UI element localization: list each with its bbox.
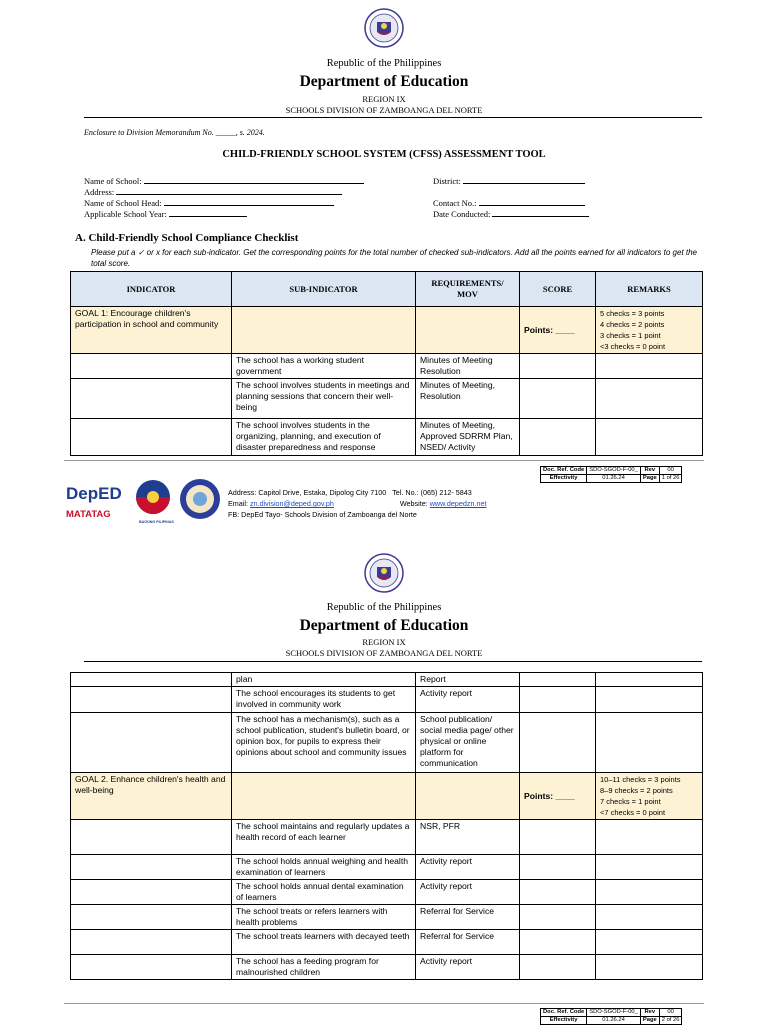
score-cell[interactable] <box>520 820 596 855</box>
score-cell[interactable] <box>520 713 596 773</box>
mov-cell: School publication/ social media page/ other physical or online platform for communication <box>416 713 520 773</box>
doc-ref-label: Doc. Ref. Code <box>541 467 587 475</box>
goal-row <box>71 773 703 820</box>
table-row <box>71 855 703 880</box>
indicator-cell <box>71 713 232 773</box>
republic-text: Republic of the Philippines <box>326 58 442 69</box>
sub-indicator-cell: The school encourages its students to get involved in community work <box>232 687 416 713</box>
doc-ref-box <box>540 466 682 483</box>
footer-rule <box>64 460 704 461</box>
indicator-cell <box>71 855 232 880</box>
table-row <box>71 687 703 713</box>
page-label: Page <box>640 1017 659 1025</box>
scale-line: 3 checks = 1 point <box>600 331 661 340</box>
address-text: Address: Capitol Drive, Estaka, Dipolog City 7100 <box>228 488 387 497</box>
goal-1-sub-empty <box>232 307 416 354</box>
rev-label: Rev <box>640 1009 659 1017</box>
mov-cell: Activity report <box>416 855 520 880</box>
department-title: Department of Education <box>299 617 469 634</box>
indicator-cell <box>71 930 232 955</box>
doc-ref-label: Doc. Ref. Code <box>541 1009 587 1017</box>
remarks-cell[interactable] <box>596 955 703 980</box>
district-field[interactable] <box>433 175 585 186</box>
table-header-row <box>71 272 703 307</box>
division-text: SCHOOLS DIVISION OF ZAMBOANGA DEL NORTE <box>285 648 483 658</box>
table-row <box>71 419 703 456</box>
page-value: 2 of 26 <box>659 1017 682 1025</box>
indicator-cell <box>71 880 232 905</box>
scale-line: 10–11 checks = 3 points <box>600 775 681 784</box>
fb-text: FB: DepEd Tayo- Schools Division of Zamboanga del Norte <box>228 510 417 519</box>
document-title: CHILD-FRIENDLY SCHOOL SYSTEM (CFSS) ASSESSMENT TOOL <box>222 149 546 160</box>
school-head-label: Name of School Head: <box>84 198 162 208</box>
deped-logo-text: DepED <box>66 484 122 503</box>
sub-indicator-cell: plan <box>232 673 416 687</box>
goal-1-points-field[interactable]: Points: ____ <box>520 307 596 354</box>
sub-indicator-cell: The school treats learners with decayed teeth <box>232 930 416 955</box>
sub-indicator-header: SUB-INDICATOR <box>232 272 416 307</box>
sub-indicator-cell: The school has a feeding program for malnourished children <box>232 955 416 980</box>
department-title: Department of Education <box>299 73 469 90</box>
footer-rule <box>64 1003 704 1004</box>
score-cell[interactable] <box>520 930 596 955</box>
checklist-table-page-2 <box>70 672 703 980</box>
section-a-title: A. Child-Friendly School Compliance Checklist <box>75 232 299 244</box>
region-text: REGION IX <box>362 94 406 104</box>
remarks-cell[interactable] <box>596 354 703 379</box>
indicator-cell <box>71 379 232 419</box>
website-link[interactable]: www.depedzn.net <box>429 499 487 508</box>
email-label: Email: <box>228 499 248 508</box>
mov-cell: Minutes of Meeting Resolution <box>416 354 520 379</box>
matatag-logo-text: MATATAG <box>66 509 111 520</box>
score-cell[interactable] <box>520 354 596 379</box>
table-row <box>71 379 703 419</box>
requirements-header: REQUIREMENTS/ MOV <box>416 272 520 307</box>
header-rule <box>84 117 702 118</box>
scale-line: 7 checks = 1 point <box>600 797 661 806</box>
date-conducted-field[interactable] <box>433 208 589 219</box>
goal-2-scale <box>596 773 703 820</box>
indicator-cell <box>71 354 232 379</box>
republic-text: Republic of the Philippines <box>326 602 442 613</box>
rev-value: 00 <box>659 467 682 475</box>
contact-label: Contact No.: <box>433 198 477 208</box>
score-cell[interactable] <box>520 905 596 930</box>
header-rule <box>84 661 702 662</box>
mov-cell: Activity report <box>416 880 520 905</box>
sub-indicator-cell: The school involves students in the organizing, planning, and execution of disaster preparedness and response <box>232 419 416 456</box>
scale-line: 5 checks = 3 points <box>600 309 665 318</box>
goal-2-points-field[interactable]: Points: ____ <box>520 773 596 820</box>
goal-1-scale <box>596 307 703 354</box>
doc-ref-box <box>540 1008 682 1025</box>
mov-cell: Referral for Service <box>416 930 520 955</box>
score-header: SCORE <box>520 272 596 307</box>
remarks-cell[interactable] <box>596 855 703 880</box>
table-row <box>71 713 703 773</box>
score-cell[interactable] <box>520 955 596 980</box>
sub-indicator-cell: The school has a working student government <box>232 354 416 379</box>
email-link[interactable]: zn.division@deped.gov.ph <box>249 499 334 508</box>
remarks-cell[interactable] <box>596 419 703 456</box>
score-cell[interactable] <box>520 419 596 456</box>
table-row <box>71 354 703 379</box>
remarks-cell[interactable] <box>596 820 703 855</box>
goal-1-mov-empty <box>416 307 520 354</box>
sub-indicator-cell: The school holds annual dental examination of learners <box>232 880 416 905</box>
goal-2-sub-empty <box>232 773 416 820</box>
rev-label: Rev <box>640 467 659 475</box>
footer-contact <box>228 487 486 520</box>
table-row <box>71 820 703 855</box>
table-row <box>71 955 703 980</box>
indicator-cell <box>71 419 232 456</box>
effectivity-label: Effectivity <box>541 1017 587 1025</box>
scale-line: <3 checks = 0 point <box>600 342 666 351</box>
scale-line: 4 checks = 2 points <box>600 320 665 329</box>
sub-indicator-cell: The school holds annual weighing and health examination of learners <box>232 855 416 880</box>
footer-logos <box>66 475 226 527</box>
school-head-field[interactable] <box>84 197 334 208</box>
division-seal-icon <box>180 479 220 519</box>
division-text: SCHOOLS DIVISION OF ZAMBOANGA DEL NORTE <box>285 105 483 115</box>
bagong-pilipinas-text: BAGONG PILIPINAS <box>139 520 174 524</box>
document-page-2 <box>0 545 768 1024</box>
deped-logo-icon <box>66 484 122 520</box>
mov-cell: Minutes of Meeting, Resolution <box>416 379 520 419</box>
indicator-cell <box>71 905 232 930</box>
indicator-header: INDICATOR <box>71 272 232 307</box>
remarks-cell[interactable] <box>596 673 703 687</box>
goal-row <box>71 307 703 354</box>
effectivity-label: Effectivity <box>541 475 587 483</box>
scale-line: <7 checks = 0 point <box>600 808 666 817</box>
sub-indicator-cell: The school maintains and regularly updates a health record of each learner <box>232 820 416 855</box>
page-label: Page <box>640 475 659 483</box>
checklist-table-page-1 <box>70 271 703 456</box>
score-cell[interactable] <box>520 855 596 880</box>
remarks-cell[interactable] <box>596 930 703 955</box>
score-cell[interactable] <box>520 379 596 419</box>
sub-indicator-cell: The school treats or refers learners with health problems <box>232 905 416 930</box>
indicator-cell <box>71 673 232 687</box>
remarks-cell[interactable] <box>596 713 703 773</box>
goal-2-mov-empty <box>416 773 520 820</box>
doc-ref-value: SDO-SGOD-F-00_ <box>587 467 641 475</box>
effectivity-value: 01.26.24 <box>587 475 641 483</box>
name-of-school-field[interactable] <box>84 175 364 186</box>
doc-ref-value: SDO-SGOD-F-00_ <box>587 1009 641 1017</box>
page-value: 1 of 26 <box>659 475 682 483</box>
indicator-cell <box>71 820 232 855</box>
indicator-cell <box>71 687 232 713</box>
deped-seal-icon <box>364 8 404 48</box>
address-field[interactable] <box>84 186 342 197</box>
goal-1-indicator: GOAL 1: Encourage children's participation in school and community <box>71 307 232 354</box>
mov-cell: NSR, PFR <box>416 820 520 855</box>
table-row <box>71 673 703 687</box>
score-cell[interactable] <box>520 687 596 713</box>
mov-cell: Minutes of Meeting, Approved SDRRM Plan, NSED/ Activity <box>416 419 520 456</box>
goal-2-indicator: GOAL 2. Enhance children's health and well-being <box>71 773 232 820</box>
indicator-cell <box>71 955 232 980</box>
remarks-cell[interactable] <box>596 880 703 905</box>
score-cell[interactable] <box>520 673 596 687</box>
sub-indicator-cell: The school involves students in meetings and planning sessions that concern their well-being <box>232 379 416 419</box>
table-row <box>71 930 703 955</box>
section-a-instructions: Please put a ✓ or x for each sub-indicator. Get the corresponding points for the total number of checked sub-indicators. Add all the points earned for all indicators to get the total score. <box>91 248 698 268</box>
remarks-cell[interactable] <box>596 379 703 419</box>
district-label: District: <box>433 176 461 186</box>
remarks-cell[interactable] <box>596 905 703 930</box>
effectivity-value: 01.26.24 <box>587 1017 641 1025</box>
remarks-header: REMARKS <box>596 272 703 307</box>
remarks-cell[interactable] <box>596 687 703 713</box>
scale-line: 8–9 checks = 2 points <box>600 786 673 795</box>
website-label: Website: <box>399 499 428 508</box>
school-year-field[interactable] <box>84 208 247 219</box>
mov-cell: Activity report <box>416 955 520 980</box>
table-row <box>71 880 703 905</box>
enclosure-note: Enclosure to Division Memorandum No. _____, s. 2024. <box>84 128 265 137</box>
address-label: Address: <box>84 187 115 197</box>
contact-field[interactable] <box>433 197 585 208</box>
bagong-pilipinas-logo-icon <box>136 480 174 524</box>
score-cell[interactable] <box>520 880 596 905</box>
mov-cell: Referral for Service <box>416 905 520 930</box>
name-of-school-label: Name of School: <box>84 176 142 186</box>
tel-text: Tel. No.: (065) 212- 5843 <box>392 488 472 497</box>
date-conducted-label: Date Conducted: <box>433 209 491 219</box>
region-text: REGION IX <box>362 637 406 647</box>
deped-seal-icon <box>364 553 404 593</box>
rev-value: 00 <box>659 1009 682 1017</box>
school-year-label: Applicable School Year: <box>84 209 167 219</box>
mov-cell: Report <box>416 673 520 687</box>
table-row <box>71 905 703 930</box>
sub-indicator-cell: The school has a mechanism(s), such as a school publication, student's bulletin board, or opinion box, for pupils to express their opinions about school and community issues <box>232 713 416 773</box>
mov-cell: Activity report <box>416 687 520 713</box>
